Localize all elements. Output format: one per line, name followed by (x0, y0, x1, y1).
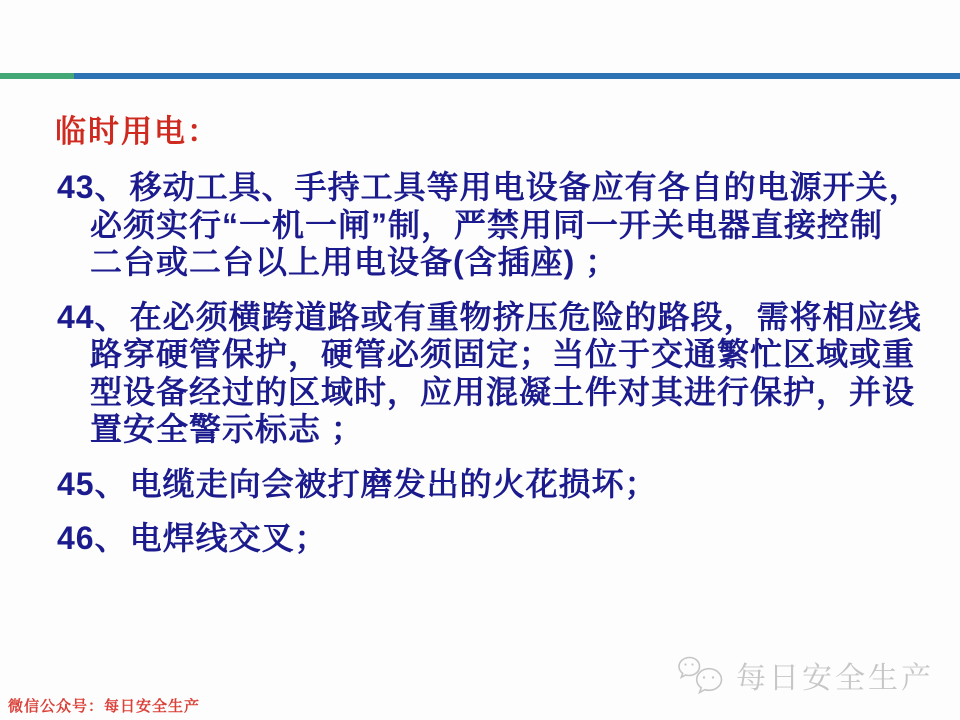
item-number: 43、 (57, 169, 128, 205)
brand-watermark (674, 652, 934, 698)
item-number: 45、 (57, 465, 128, 502)
slide-body (57, 169, 927, 575)
item-text-line: 路穿硬管保护，硬管必须固定；当位于交通繁忙区域或重 (90, 336, 916, 372)
item-text-line: 移动工具、手持工具等用电设备应有各自的电源开关， (129, 169, 922, 205)
top-divider (0, 73, 960, 79)
item-text-line: 电缆走向会被打磨发出的火花损坏； (129, 465, 658, 502)
item-text-line: 电焊线交叉； (129, 520, 328, 556)
item-text-line: 在必须横跨道路或有重物挤压危险的路段，需将相应线 (129, 298, 922, 335)
list-item-44 (57, 299, 927, 449)
list-item-43 (57, 169, 927, 282)
slide-title: 临时用电： (55, 114, 220, 149)
item-text-line: 二台或二台以上用电设备(含插座) ； (90, 244, 619, 280)
divider-blue-segment (74, 73, 960, 79)
list-item-45 (57, 466, 927, 504)
item-number: 44、 (57, 298, 128, 335)
item-number: 46、 (57, 520, 128, 556)
item-text-line: 置安全警示标志 ； (90, 411, 364, 447)
footer-wechat-label: 微信公众号：每日安全生产 (8, 698, 201, 715)
wechat-icon (674, 652, 726, 698)
item-text-line: 必须实行“一机一闸”制，严禁用同一开关电器直接控制 (90, 206, 884, 243)
divider-green-segment (0, 73, 74, 79)
list-item-46 (57, 520, 927, 558)
brand-watermark-text: 每日安全生产 (736, 662, 934, 695)
item-text-line: 型设备经过的区域时，应用混凝土件对其进行保护，并设 (90, 373, 916, 410)
